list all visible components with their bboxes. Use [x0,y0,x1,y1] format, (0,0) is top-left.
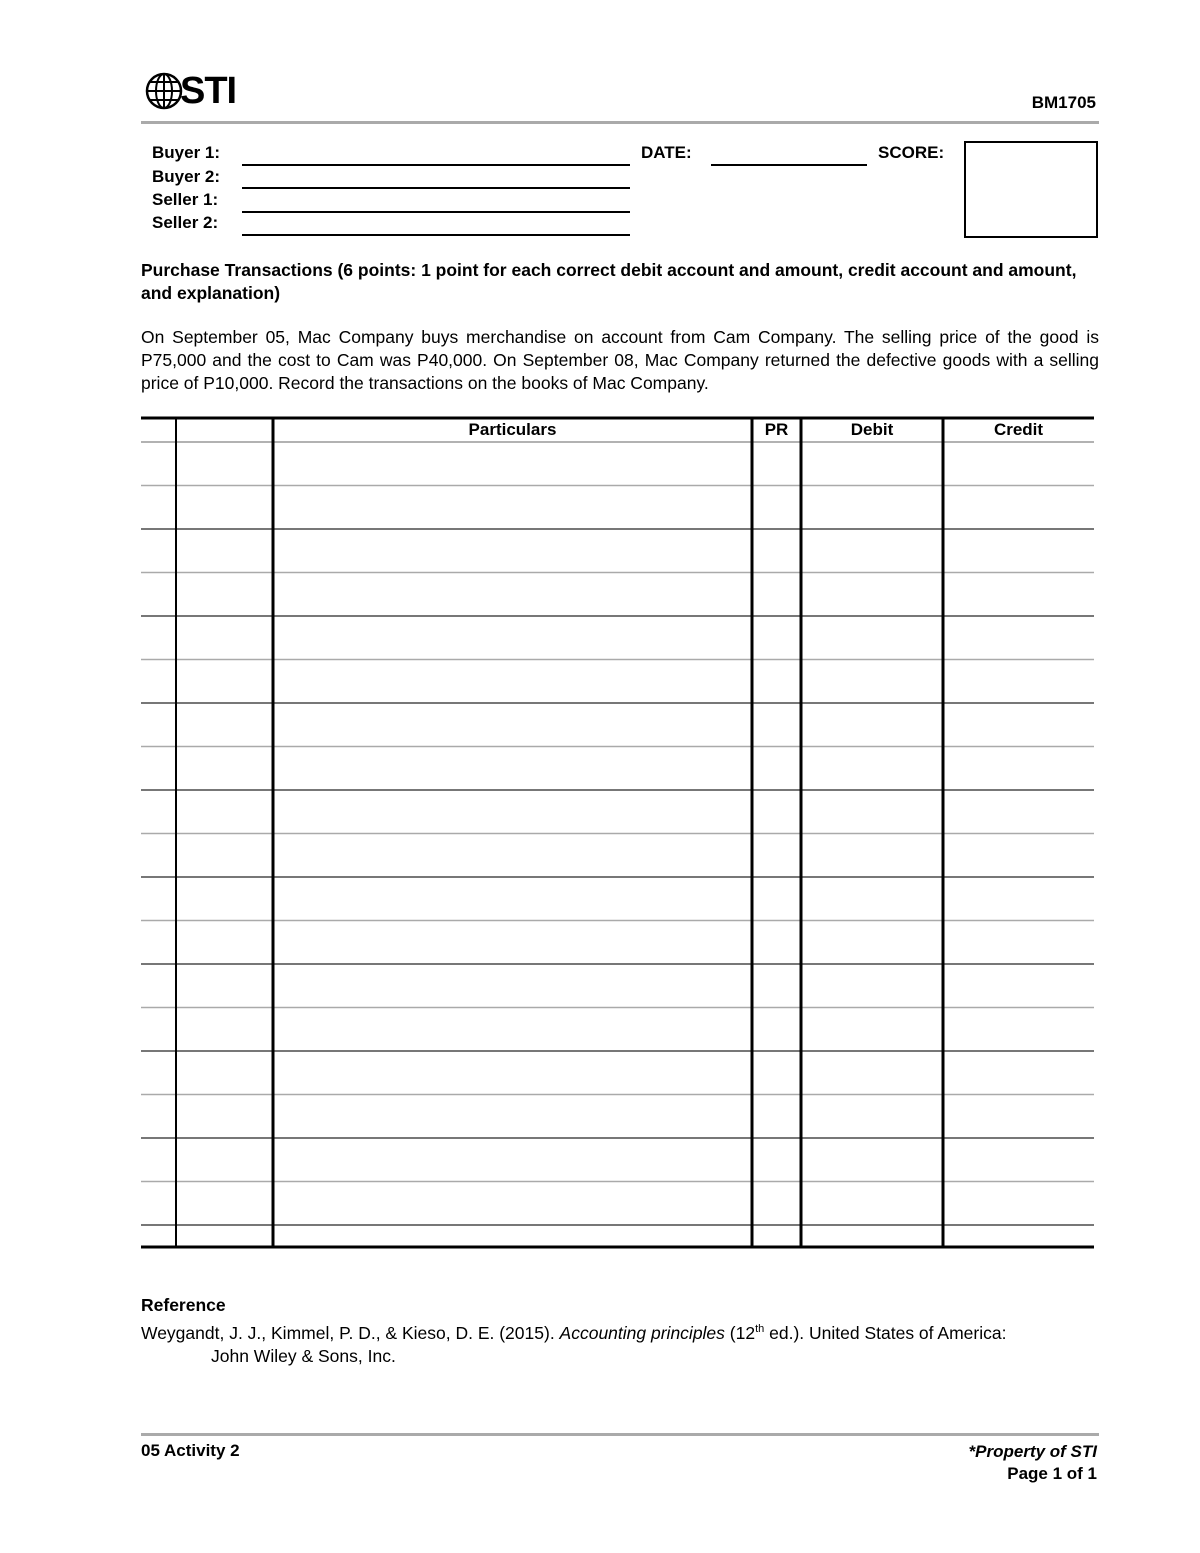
score-label: SCORE: [878,143,945,162]
instructions-text: On September 05, Mac Company buys merchandise on account from Cam Company. The selling price of the good is P75,000 and the cost to Cam was P40,000. On September 08, Mac Company returned the defective goods with a selling price of P10,000. Record the transactions on the books of Mac Company. [141,327,1099,393]
section-title: Purchase Transactions (6 points: 1 point for each correct debit account and amount, credit account and amount, and explanation) [141,260,1077,303]
seller1-label: Seller 1: [152,190,219,209]
seller2-label: Seller 2: [152,213,219,232]
footer-divider [141,1433,1099,1436]
reference-edition-sup: th [755,1323,765,1335]
header-debit: Debit [850,420,894,439]
header-pr: PR [764,420,789,439]
activity-label: 05 Activity 2 [141,1441,240,1460]
property-notice: *Property of STI [968,1442,1097,1461]
header-particulars: Particulars [468,420,557,439]
date-label: DATE: [641,143,692,162]
reference-authors: Weygandt, J. J., Kimmel, P. D., & Kieso, D. E. (2015). [141,1322,560,1343]
reference-edition-close: ed.). United States of America: [764,1322,1007,1343]
buyer2-label: Buyer 2: [152,167,221,186]
reference-edition-open: (12 [724,1322,756,1343]
logo-wordmark: STI [180,70,237,112]
reference-publisher: John Wiley & Sons, Inc. [211,1345,396,1366]
reference-book-title: Accounting principles [559,1322,725,1343]
course-code: BM1705 [1031,93,1096,112]
reference-citation [141,1318,1099,1368]
page-number: Page 1 of 1 [1007,1464,1097,1483]
header-credit: Credit [993,420,1044,439]
buyer1-label: Buyer 1: [152,143,221,162]
reference-title: Reference [141,1295,226,1315]
footer-right [969,1441,1097,1485]
